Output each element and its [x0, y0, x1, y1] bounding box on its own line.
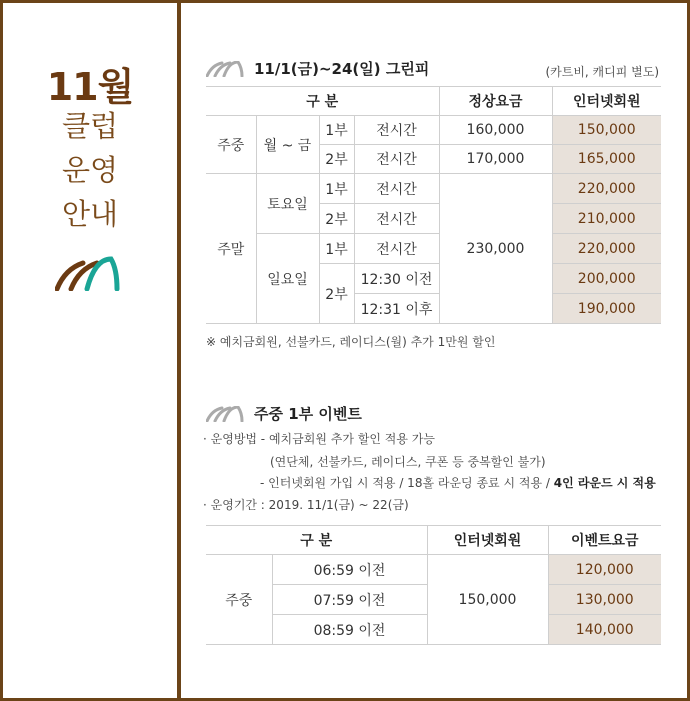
- section-arc-icon: [206, 406, 244, 422]
- sunday-label: 일요일: [256, 234, 319, 324]
- saturday-label: 토요일: [256, 174, 319, 234]
- table-row: [206, 174, 661, 204]
- event-price: 140,000: [548, 615, 661, 645]
- greenfee-table: [206, 86, 661, 324]
- event-price: 120,000: [548, 555, 661, 585]
- internet-price: 210,000: [552, 204, 661, 234]
- table-row: [206, 116, 661, 145]
- month-title: 11월: [46, 65, 134, 109]
- internet-price: 200,000: [552, 264, 661, 294]
- section-arc-icon: [206, 61, 244, 77]
- section2-title-text: 주중 1부 이벤트: [254, 405, 362, 423]
- time-cell: 전시간: [354, 174, 439, 204]
- event-price: 130,000: [548, 585, 661, 615]
- part-cell: 1부: [319, 174, 354, 204]
- part-cell: 2부: [319, 145, 354, 174]
- info-conditions-bold: 4인 라운드 시 적용: [553, 476, 656, 490]
- time-cell: 전시간: [354, 116, 439, 145]
- section2-title: [206, 403, 362, 424]
- part-cell: 1부: [319, 234, 354, 264]
- time-cell: 전시간: [354, 204, 439, 234]
- section1-title: [206, 58, 429, 79]
- time-cell: 08:59 이전: [272, 615, 427, 645]
- header-category: 구 분: [206, 526, 427, 555]
- table-row: [206, 234, 661, 264]
- event-table: [206, 525, 661, 645]
- info-exclusions: (연단체, 선불카드, 레이디스, 쿠폰 등 중복할인 불가): [270, 455, 546, 469]
- sidebar-line-1: 클럽: [61, 109, 119, 143]
- sidebar-line-3: 안내: [61, 197, 119, 231]
- internet-price: 220,000: [552, 174, 661, 204]
- time-cell: 07:59 이전: [272, 585, 427, 615]
- regular-price: 160,000: [439, 116, 552, 145]
- internet-price: 150,000: [552, 116, 661, 145]
- info-conditions-text: - 인터넷회원 가입 시 적용 / 18홀 라운딩 종료 시 적용 /: [260, 476, 554, 490]
- event-internet-price: 150,000: [427, 555, 548, 645]
- header-regular: 정상요금: [439, 87, 552, 116]
- header-internet: 인터넷회원: [552, 87, 661, 116]
- table-row: [206, 555, 661, 585]
- club-logo-icon: [55, 255, 121, 291]
- part-cell: 2부: [319, 204, 354, 234]
- info-conditions: [260, 474, 656, 491]
- section1-footnote: ※ 예치금회원, 선불카드, 레이디스(월) 추가 1만원 할인: [206, 335, 496, 349]
- time-cell: 전시간: [354, 145, 439, 174]
- time-cell: 12:31 이후: [354, 294, 439, 324]
- internet-price: 220,000: [552, 234, 661, 264]
- weekend-label: 주말: [206, 174, 256, 324]
- weekday-days: 월 ~ 금: [256, 116, 319, 174]
- time-cell: 12:30 이전: [354, 264, 439, 294]
- internet-price: 165,000: [552, 145, 661, 174]
- info-period: · 운영기간 : 2019. 11/1(금) ~ 22(금): [203, 498, 409, 512]
- sidebar-line-2: 운영: [61, 153, 119, 187]
- section1-title-text: 11/1(금)~24(일) 그린피: [254, 60, 430, 78]
- header-category: 구 분: [206, 87, 439, 116]
- internet-price: 190,000: [552, 294, 661, 324]
- weekday-label: 주중: [206, 116, 256, 174]
- header-internet: 인터넷회원: [427, 526, 548, 555]
- info-method: · 운영방법 - 예치금회원 추가 할인 적용 가능: [203, 432, 435, 446]
- part-cell: 2부: [319, 264, 354, 324]
- column-divider: [177, 0, 181, 701]
- header-event: 이벤트요금: [548, 526, 661, 555]
- sidebar: [3, 3, 177, 698]
- regular-price: 170,000: [439, 145, 552, 174]
- time-cell: 전시간: [354, 234, 439, 264]
- weekend-regular-price: 230,000: [439, 174, 552, 324]
- event-weekday-label: 주중: [206, 555, 272, 645]
- part-cell: 1부: [319, 116, 354, 145]
- time-cell: 06:59 이전: [272, 555, 427, 585]
- section1-note: (카트비, 캐디피 별도): [545, 65, 659, 79]
